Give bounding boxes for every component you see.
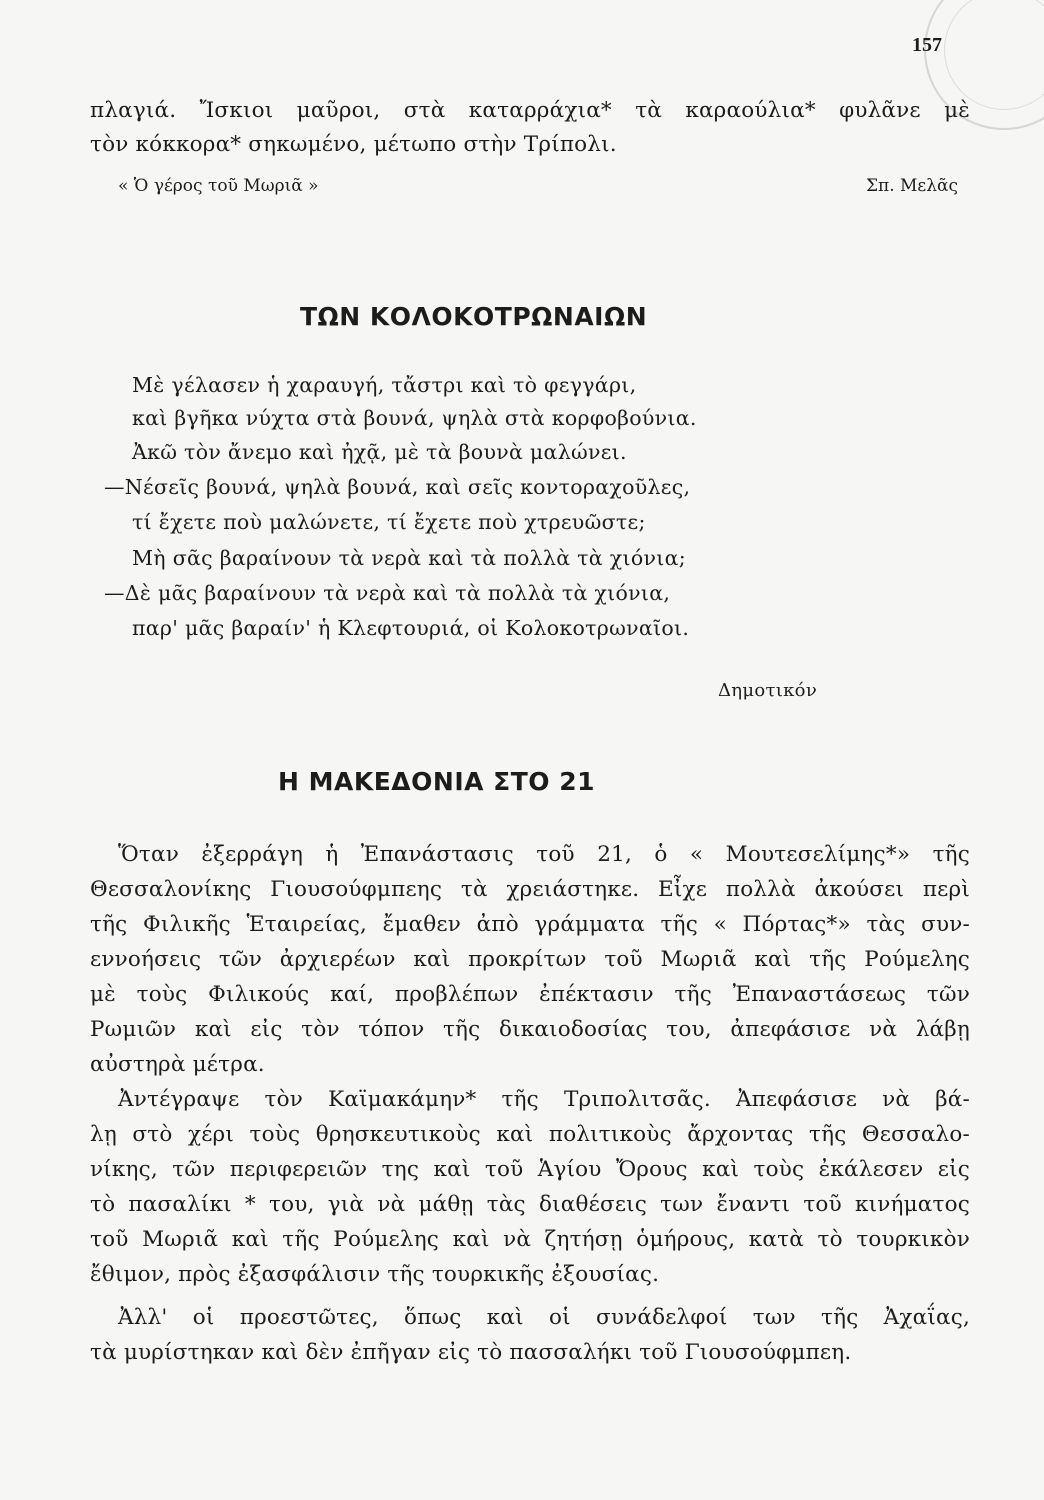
intro-line-2: τὸν κόκκορα* σηκωμένο, μέτωπο στὴν Τρίπολι.: [90, 132, 617, 157]
article-line-10: νίκης, τῶν περιφερειῶν της καὶ τοῦ Ἁγίου Ὄρους καὶ τοὺς ἐκάλεσεν εἰς: [90, 1157, 970, 1182]
article-line-2: Θεσσαλονίκης Γιουσούφμπεης τὰ χρειάστηκε. Εἶχε πολλὰ ἀκούσει περὶ: [90, 877, 970, 902]
article-line-1: Ὅταν ἐξερράγη ἡ Ἐπανάστασις τοῦ 21, ὁ « Μουτεσελίμης*» τῆς: [118, 842, 970, 867]
article-line-7: αὐστηρὰ μέτρα.: [90, 1052, 265, 1077]
poem-line-4: —Νέσεῖς βουνά, ψηλὰ βουνά, καὶ σεῖς κοντοραχοῦλες,: [104, 475, 691, 499]
article-line-3: τῆς Φιλικῆς Ἑταιρείας, ἔμαθεν ἀπὸ γράμματα τῆς « Πόρτας*» τὰς συν-: [90, 912, 970, 937]
poem-title: ΤΩΝ ΚΟΛΟΚΟΤΡΩΝΑΙΩΝ: [300, 302, 648, 331]
article-line-5: μὲ τοὺς Φιλικούς καί, προβλέπων ἐπέκτασιν τῆς Ἐπαναστάσεως τῶν: [90, 982, 970, 1007]
article-line-13: ἔθιμον, πρὸς ἐξασφάλισιν τῆς τουρκικῆς ἐξουσίας.: [90, 1262, 660, 1287]
article-line-14: Ἀλλ' οἱ προεστῶτες, ὅπως καὶ οἱ συνάδελφοί των τῆς Ἀχαΐας,: [118, 1305, 970, 1330]
intro-line-1: πλαγιά. Ἴσκιοι μαῦροι, στὰ καταρράχια* τὰ καραούλια* φυλᾶνε μὲ: [90, 98, 970, 123]
poem-line-8: παρ' μᾶς βαραίν' ἡ Κλεφτουριά, οἱ Κολοκοτρωναῖοι.: [132, 616, 690, 640]
poem-line-5: τί ἔχετε ποὺ μαλώνετε, τί ἔχετε ποὺ χτρευῶστε;: [132, 510, 646, 534]
poem-line-3: Ἀκῶ τὸν ἄνεμο καὶ ἠχᾷ, μὲ τὰ βουνὰ μαλώνει.: [132, 440, 627, 464]
page-number: 157: [912, 34, 942, 56]
article-line-9: λῃ στὸ χέρι τοὺς θρησκευτικοὺς καὶ πολιτικοὺς ἄρχοντας τῆς Θεσσαλο-: [90, 1122, 970, 1147]
article-line-12: τοῦ Μωριᾶ καὶ τῆς Ρούμελης καὶ νὰ ζητήσῃ ὁμήρους, κατὰ τὸ τουρκικὸν: [90, 1227, 970, 1252]
poem-line-2: καὶ βγῆκα νύχτα στὰ βουνά, ψηλὰ στὰ κορφοβούνια.: [132, 406, 697, 430]
article-title: Η ΜΑΚΕΔΟΝΙΑ ΣΤΟ 21: [278, 767, 596, 796]
article-line-4: εννοήσεις τῶν ἀρχιερέων καὶ προκρίτων τοῦ Μωριᾶ καὶ τῆς Ρούμελης: [90, 947, 970, 972]
poem-line-1: Μὲ γέλασεν ἡ χαραυγή, τἄστρι καὶ τὸ φεγγάρι,: [132, 373, 637, 397]
poem-line-7: —Δὲ μᾶς βαραίνουν τὰ νερὰ καὶ τὰ πολλὰ τὰ χιόνια,: [104, 581, 671, 605]
poem-genre: Δημοτικόν: [718, 680, 818, 701]
article-line-11: τὸ πασαλίκι * του, γιὰ νὰ μάθῃ τὰς διαθέσεις των ἔναντι τοῦ κινήματος: [90, 1192, 970, 1217]
article-line-6: Ρωμιῶν καὶ εἰς τὸν τόπον τῆς δικαιοδοσίας του, ἀπεφάσισε νὰ λάβῃ: [90, 1017, 970, 1042]
intro-source: « Ὁ γέρος τοῦ Μωριᾶ »: [118, 176, 319, 196]
article-line-15: τὰ μυρίστηκαν καὶ δὲν ἐπῆγαν εἰς τὸ πασσαλήκι τοῦ Γιουσούφμπεη.: [90, 1340, 852, 1365]
intro-author: Σπ. Μελᾶς: [866, 176, 958, 196]
poem-line-6: Μὴ σᾶς βαραίνουν τὰ νερὰ καὶ τὰ πολλὰ τὰ χιόνια;: [132, 546, 686, 570]
article-line-8: Ἀντέγραψε τὸν Καϊμακάμην* τῆς Τριπολιτσᾶς. Ἀπεφάσισε νὰ βά-: [118, 1087, 970, 1112]
